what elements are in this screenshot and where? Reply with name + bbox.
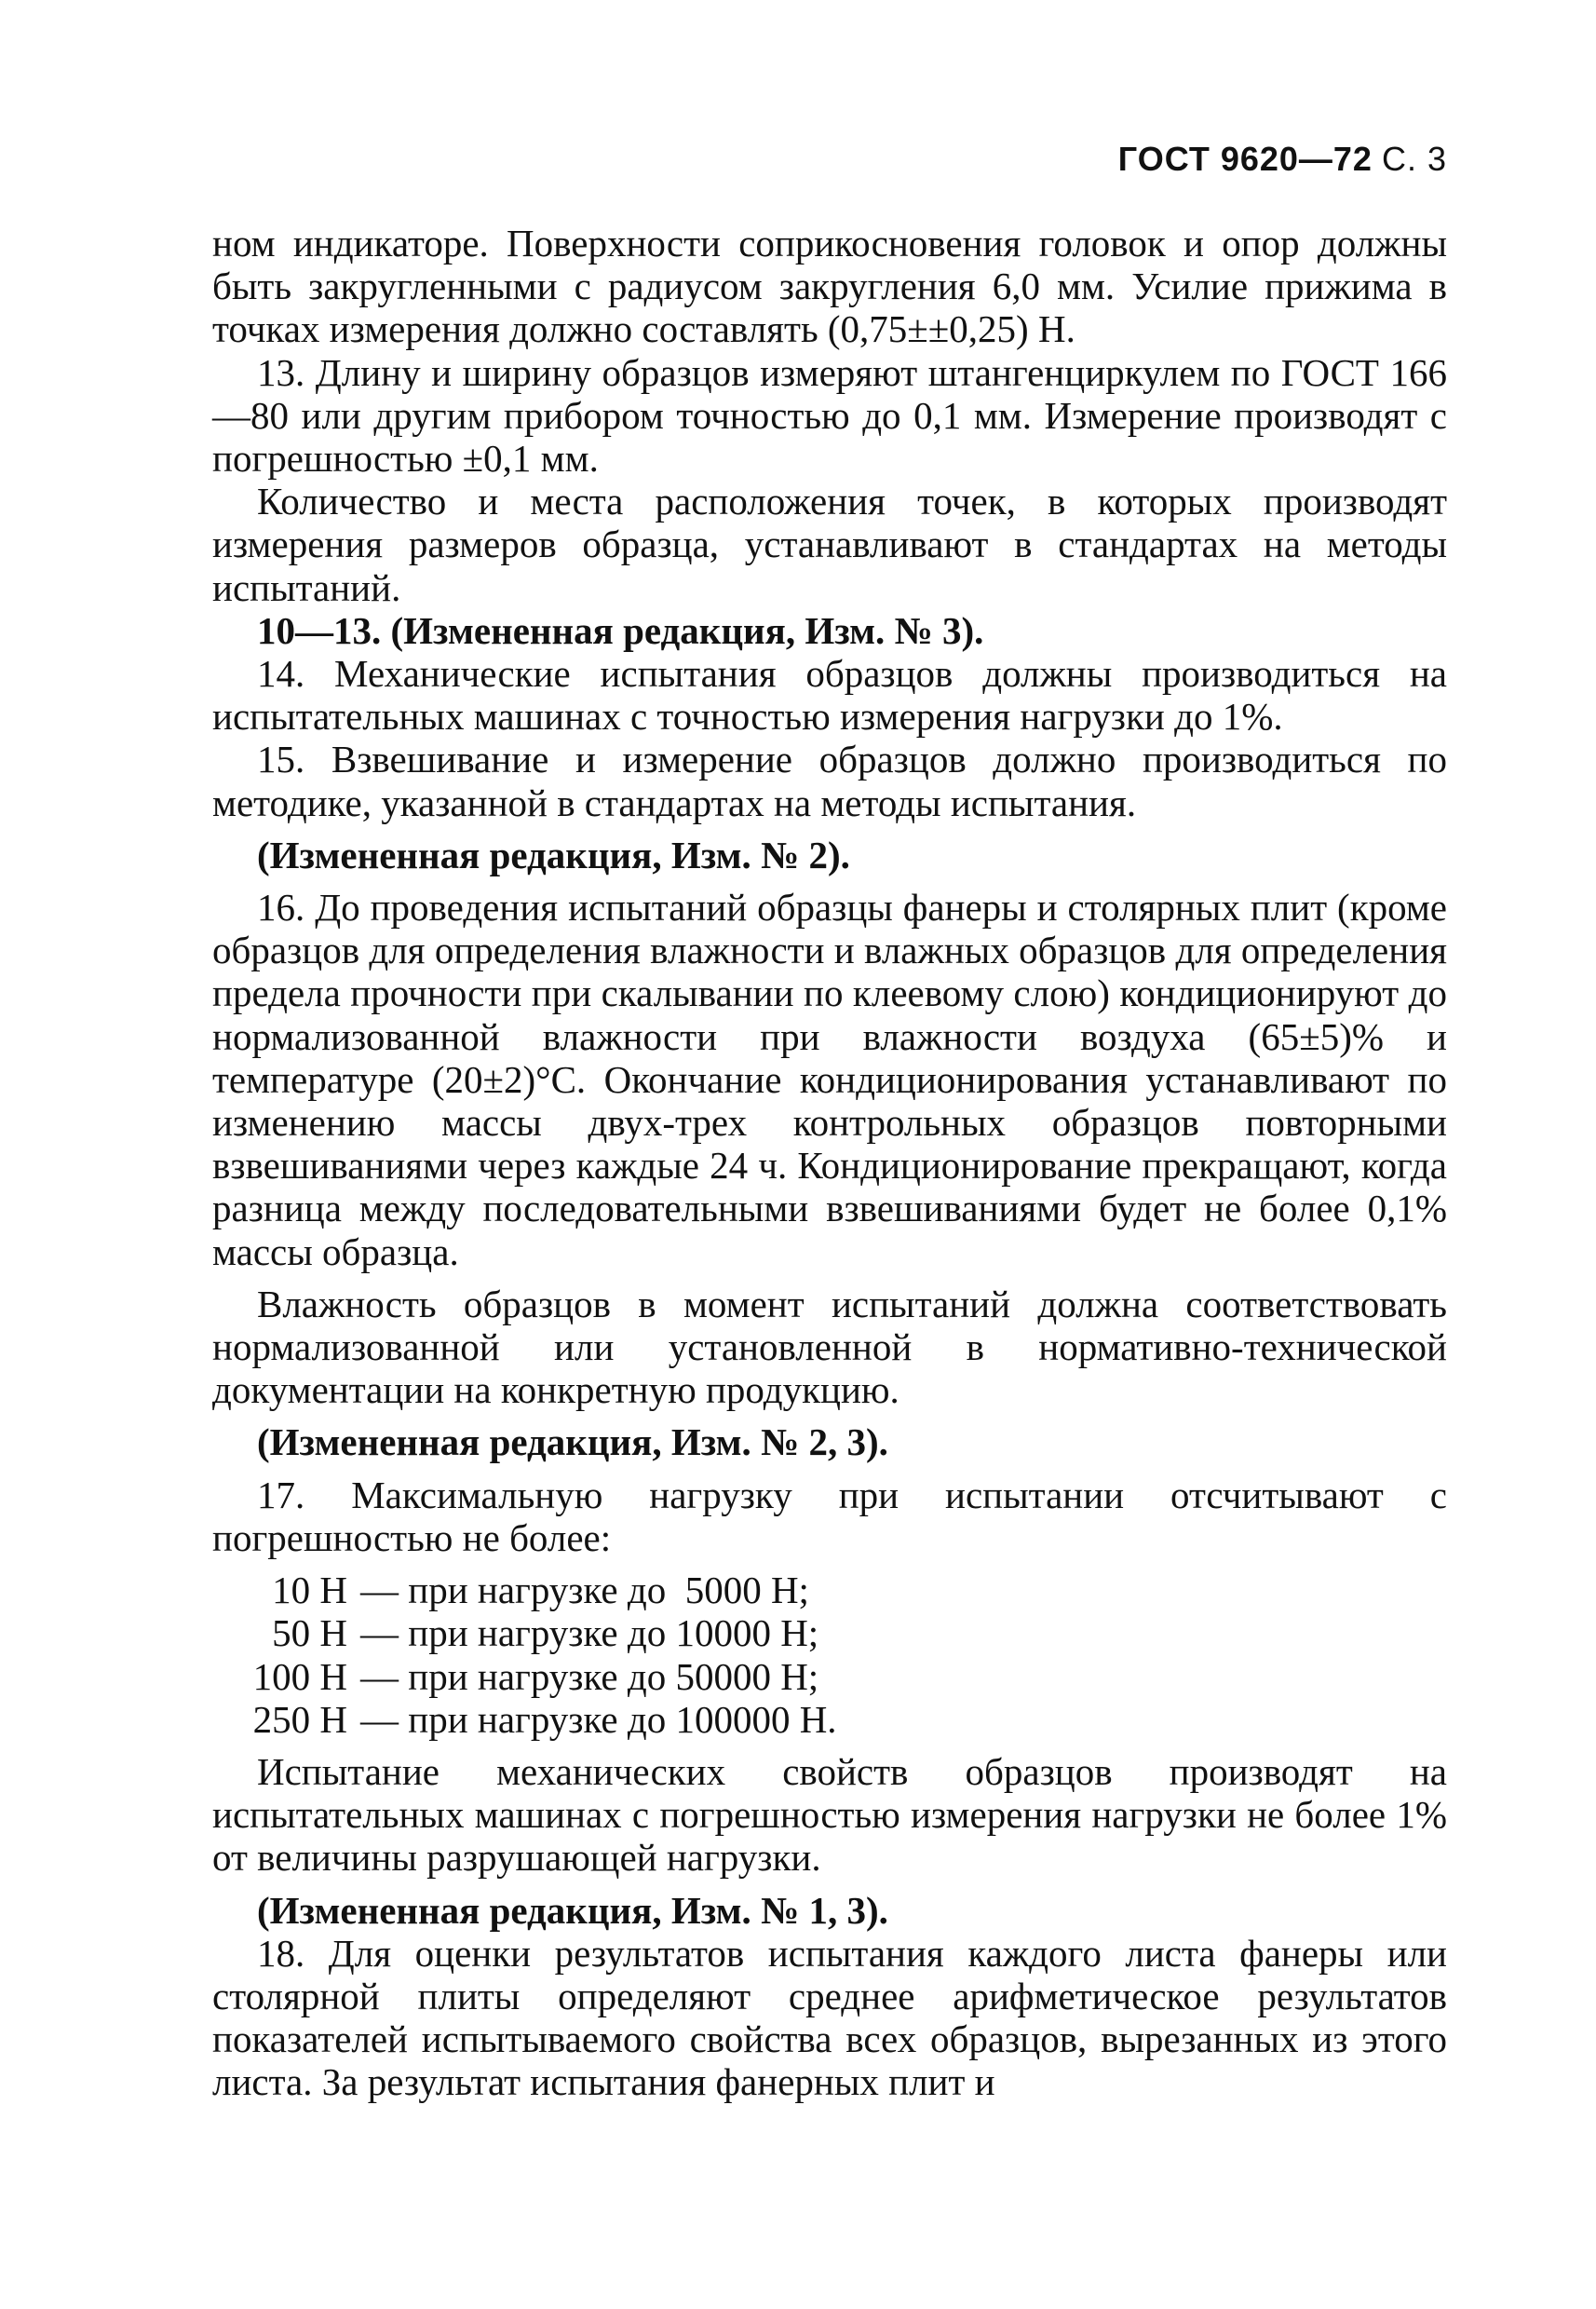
paragraph-17: 17. Максимальную нагрузку при испытании отсчитывают с погрешностью не более: (212, 1473, 1447, 1559)
load-condition: — при нагрузке до 50000 Н; (360, 1654, 819, 1698)
load-error-value: 10 Н (272, 1569, 347, 1612)
amendment-note-10-13: 10—13. (Измененная редакция, Изм. № 3). (257, 608, 984, 652)
amendment-note-17: (Измененная редакция, Изм. № 1, 3). (257, 1888, 888, 1932)
page-number: С. 3 (1381, 140, 1447, 178)
paragraph-15: 15. Взвешивание и измерение образцов должно производиться по методике, указанной в стандартах на методы испытания. (212, 738, 1447, 824)
paragraph-18: 18. Для оценки результатов испытания каждого листа фанеры или столярной плиты определяют среднее арифметическое результатов показателей испытываемого свойства всех образцов, вырезанных из этого листа. За результат испытания фанерных плит и (212, 1931, 1447, 2104)
paragraph-13-points: Количество и места расположения точек, в которых производят измерения размеров образца, устанавливают в стандартах на методы испытаний. (212, 480, 1447, 609)
paragraph-16: 16. До проведения испытаний образцы фанеры и столярных плит (кроме образцов для определения влажности и влажных образцов для определения предела прочности при скалывании по клеевому слою) кондиционируют до нормализованной влажности при влажности воздуха (65±5)% и температуре (20±2)°С. Окончание кондиционирования устанавливают по изменению массы двух-трех контрольных образцов повторными взвешиваниями через каждые 24 ч. Кондиционирование прекращают, когда разница между последовательными взвешиваниями будет не более 0,1% массы образца. (212, 886, 1447, 1273)
load-error-row (231, 1655, 920, 1698)
load-error-table (231, 1569, 1447, 1741)
page-header (1118, 140, 1447, 179)
load-error-row (231, 1569, 920, 1611)
paragraph-13: 13. Длину и ширину образцов измеряют штангенциркулем по ГОСТ 166—80 или другим прибором точностью до 0,1 мм. Измерение производят с погрешностью ±0,1 мм. (212, 350, 1447, 481)
load-error-value: 250 Н (252, 1697, 347, 1741)
amendment-note-16: (Измененная редакция, Изм. № 2, 3). (257, 1420, 888, 1464)
standard-number: ГОСТ 9620—72 (1117, 140, 1373, 178)
paragraph-cont: ном индикаторе. Поверхности соприкосновения головок и опор должны быть закругленными с радиусом закругления 6,0 мм. Усилие прижима в точках измерения должно составлять (0,75±±0,25) Н. (212, 222, 1447, 351)
paragraph-16-humidity: Влажность образцов в момент испытаний должна соответствовать нормализованной или установленной в нормативно-технической документации на конкретную продукцию. (212, 1282, 1447, 1412)
load-condition: — при нагрузке до 5000 Н; (360, 1569, 809, 1612)
load-condition: — при нагрузке до 10000 Н; (360, 1611, 819, 1655)
amendment-note-15: (Измененная редакция, Изм. № 2). (257, 833, 850, 876)
paragraph-14: 14. Механические испытания образцов должны производиться на испытательных машинах с точностью измерения нагрузки до 1%. (212, 652, 1447, 739)
paragraph-17-machines: Испытание механических свойств образцов производят на испытательных машинах с погрешностью измерения нагрузки не более 1% от величины разрушающей нагрузки. (212, 1749, 1447, 1880)
load-error-value: 100 Н (252, 1654, 347, 1698)
load-error-row (231, 1611, 920, 1654)
load-error-value: 50 Н (272, 1611, 347, 1655)
load-error-row (231, 1698, 920, 1741)
load-condition: — при нагрузке до 100000 Н. (360, 1697, 837, 1741)
document-body (212, 222, 1447, 2104)
